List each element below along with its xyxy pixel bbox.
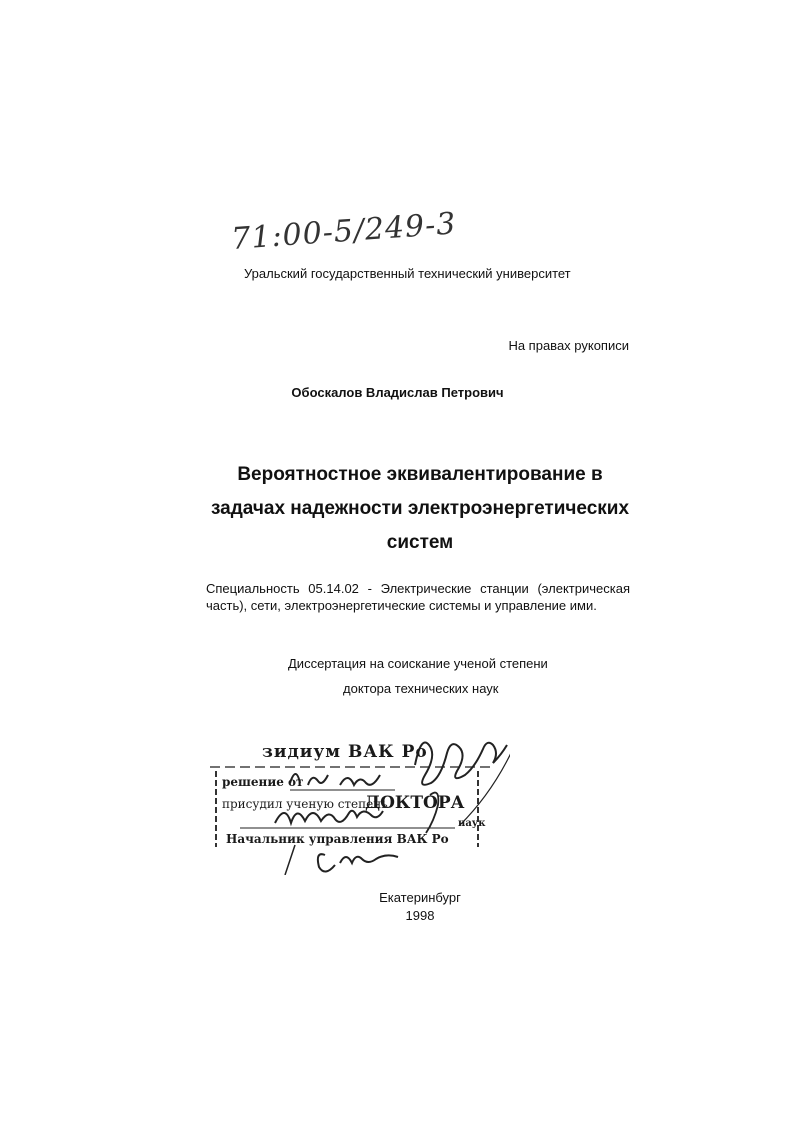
dissertation-degree-line1: Диссертация на соискание ученой степени [288, 656, 548, 671]
stamp-line-presidium: зидиум ВАК Ро [262, 742, 428, 762]
specialty-text: Специальность 05.14.02 - Электрические станции (электрическая часть), сети, электроэнергетические системы и управление ими. [206, 581, 630, 613]
stamp-line-decision: решение от [222, 775, 304, 789]
stamp-line-doctor: ДОКТОРА [365, 793, 465, 813]
stamp-line-sciences: наук [458, 818, 486, 829]
university-name: Уральский государственный технический университет [244, 266, 571, 281]
dissertation-title: Вероятностное эквивалентирование в задачах надежности электроэнергетических систем [210, 464, 630, 553]
manuscript-rights: На правах рукописи [508, 338, 629, 353]
stamp-line-head: Начальник управления ВАК Ро [226, 832, 449, 846]
author-name: Обоскалов Владислав Петрович [291, 385, 504, 400]
archive-code-handwritten: 71:00-5/249-3 [230, 206, 458, 257]
vak-stamp [210, 735, 510, 875]
year: 1998 [405, 908, 435, 923]
dissertation-degree-line2: доктора технических наук [343, 681, 499, 696]
city: Екатеринбург [379, 890, 461, 905]
stamp-line-awarded: присудил ученую степень [222, 797, 388, 811]
